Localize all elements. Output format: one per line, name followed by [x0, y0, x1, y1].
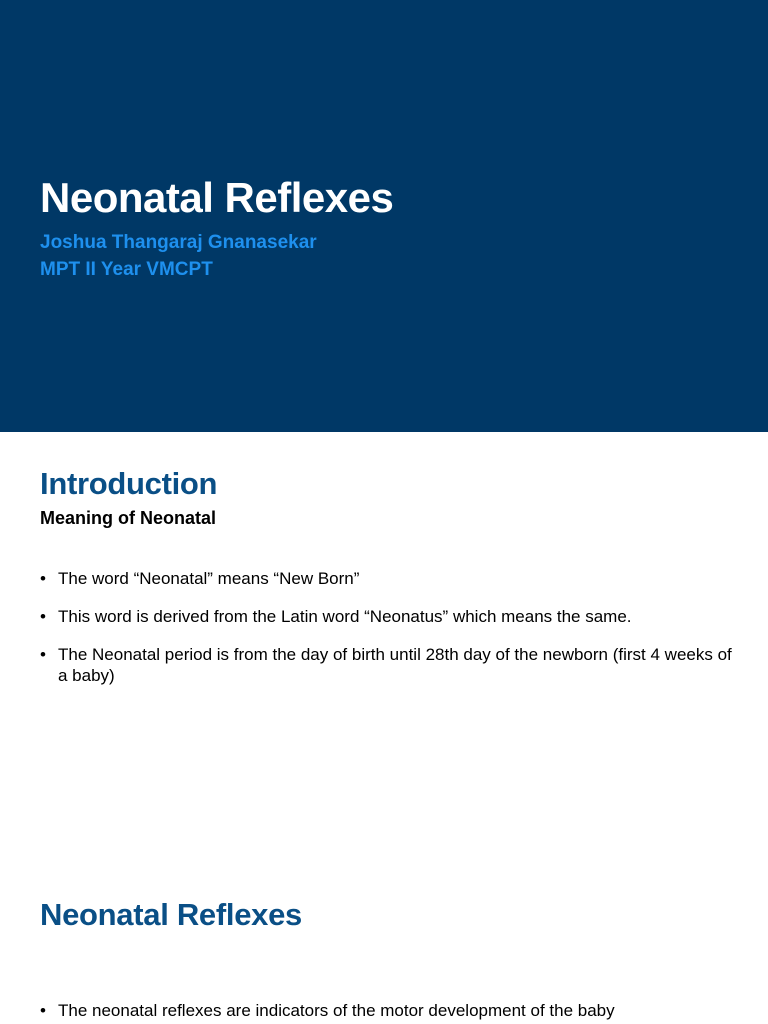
bullet-item: [40, 606, 738, 627]
bullet-item: [40, 644, 738, 686]
bullet-text: The neonatal reflexes are indicators of the motor development of the baby: [58, 1001, 615, 1020]
author-affiliation: MPT II Year VMCPT: [40, 259, 213, 280]
bullet-item: [40, 1000, 738, 1021]
bullet-item: [40, 568, 738, 589]
bullet-text: This word is derived from the Latin word “Neonatus” which means the same.: [58, 607, 632, 626]
neonatal-reflexes-slide: [0, 864, 768, 1024]
slide-subheading: Meaning of Neonatal: [40, 508, 217, 528]
bullet-text: The Neonatal period is from the day of birth until 28th day of the newborn (first 4 weeks of a baby): [58, 645, 732, 685]
bullet-marker: •: [40, 645, 46, 664]
presentation-title: Neonatal Reflexes: [40, 174, 394, 221]
bullet-marker: •: [40, 607, 46, 626]
title-slide: [0, 0, 768, 432]
bullet-text: The word “Neonatal” means “New Born”: [58, 569, 360, 588]
bullet-marker: •: [40, 1001, 46, 1020]
slide-heading: Neonatal Reflexes: [40, 897, 302, 932]
author-name: Joshua Thangaraj Gnanasekar: [40, 232, 317, 253]
slide-heading: Introduction: [40, 466, 218, 501]
bullet-list: [40, 1000, 738, 1024]
introduction-slide: [0, 432, 768, 864]
bullet-list: [40, 568, 738, 703]
bullet-marker: •: [40, 569, 46, 588]
